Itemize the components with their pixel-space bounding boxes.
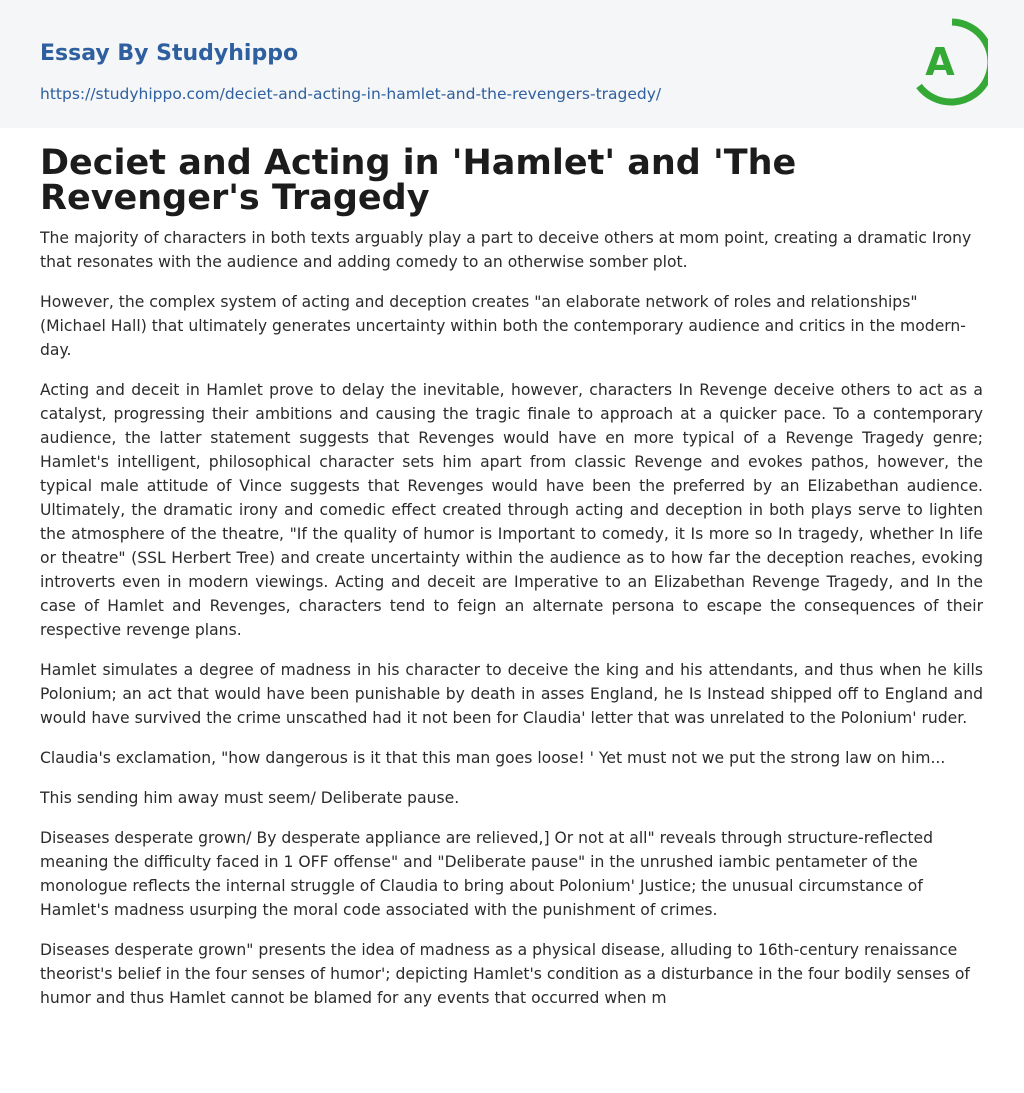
site-header: [0, 0, 1024, 128]
paragraph: Claudia's exclamation, "how dangerous is it that this man goes loose! ' Yet must not we put the strong law on him...: [40, 749, 946, 767]
article-body: [40, 143, 983, 1026]
brand-title: Essay By Studyhippo: [40, 41, 299, 66]
paragraph: Hamlet simulates a degree of madness in his character to deceive the king and his attendants, and thus when he kills Polonium; an act that would have been punishable by death in asses England, he Is Instead shipped off to England and would have survived the crime unscathed had it not been for Claudia' letter that was unrelated to the Polonium' ruder.: [40, 661, 983, 727]
paragraph: However, the complex system of acting and deception creates "an elaborate network of roles and relationships" (Michael Hall) that ultimately generates uncertainty within both the contemporary audience and critics in the modern-day.: [40, 293, 966, 359]
paragraph: This sending him away must seem/ Deliberate pause.: [40, 789, 460, 807]
paragraph: Diseases desperate grown/ By desperate appliance are relieved,] Or not at all" reveals through structure-reflected meaning the difficulty faced in 1 OFF offense" and "Deliberate pause" in the unrushed iambic pentameter of the monologue reflects the internal struggle of Claudia to bring about Polonium' Justice; the unusual circumstance of Hamlet's madness usurping the moral code associated with the punishment of crimes.: [40, 829, 933, 919]
logo-letter: A: [925, 40, 955, 84]
paragraph: Diseases desperate grown" presents the idea of madness as a physical disease, alluding to 16th-century renaissance theorist's belief in the four senses of humor'; depicting Hamlet's condition as a disturbance in the four bodily senses of humor and thus Hamlet cannot be blamed for any events that occurred when m: [40, 941, 970, 1007]
source-url-link[interactable]: https://studyhippo.com/deciet-and-acting-in-hamlet-and-the-revengers-tragedy/: [40, 85, 662, 103]
paragraph: The majority of characters in both texts arguably play a part to deceive others at mom point, creating a dramatic Irony that resonates with the audience and adding comedy to an otherwise somber plot.: [40, 229, 972, 271]
studyhippo-logo-icon: [912, 18, 988, 106]
page-title: Deciet and Acting in 'Hamlet' and 'The Revenger's Tragedy: [40, 143, 797, 218]
paragraph: Acting and deceit in Hamlet prove to delay the inevitable, however, characters In Revenge deceive others to act as a catalyst, progressing their ambitions and causing the tragic finale to approach at a quicker pace. To a contemporary audience, the latter statement suggests that Revenges would have en more typical of a Revenge Tragedy genre; Hamlet's intelligent, philosophical character sets him apart from classic Revenge and evokes pathos, however, the typical male attitude of Vince suggests that Revenges would have been the preferred by an Elizabethan audience. Ultimately, the dramatic irony and comedic effect created through acting and deception in both plays serve to lighten the atmosphere of the theatre, "If the quality of humor is Important to comedy, it Is more so In tragedy, whether In life or theatre" (SSL Herbert Tree) and create uncertainty within the audience as to how far the deception reaches, evoking introverts even in modern viewings. Acting and deceit are Imperative to an Elizabethan Revenge Tragedy, and In the case of Hamlet and Revenges, characters tend to feign an alternate persona to escape the consequences of their respective revenge plans.: [40, 381, 983, 639]
